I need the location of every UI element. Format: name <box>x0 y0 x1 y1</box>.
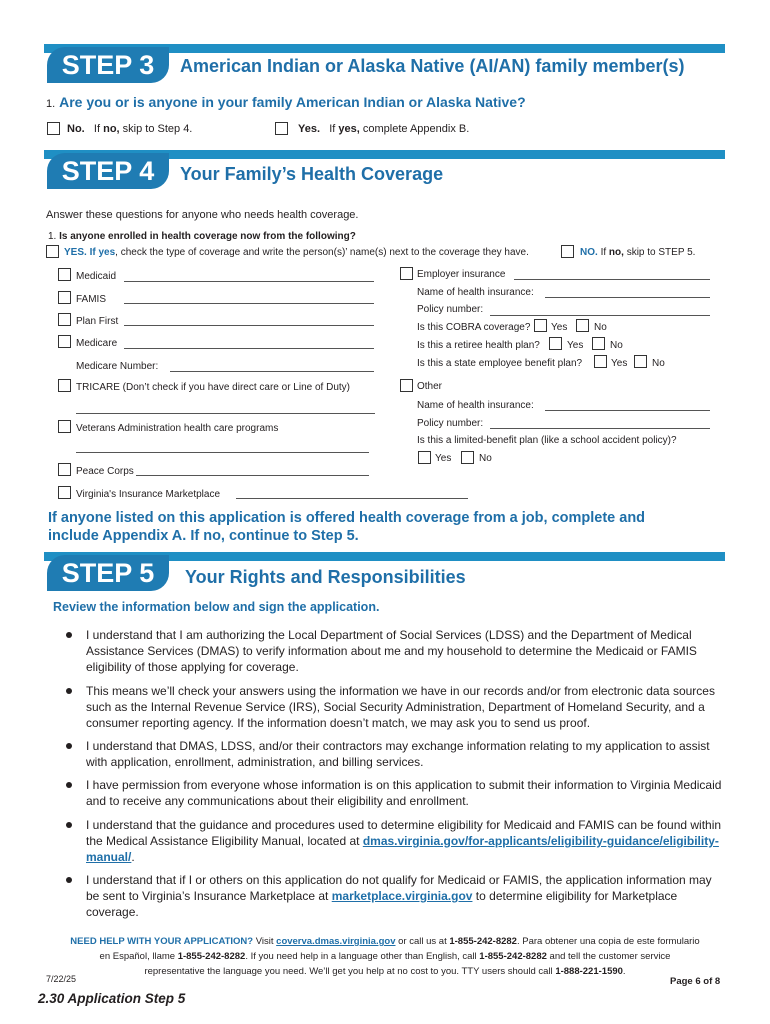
retiree-yes-checkbox[interactable] <box>549 337 562 350</box>
tty-phone-number: 1-888-221-1590 <box>555 966 623 977</box>
other-policy-number-field[interactable] <box>490 428 710 429</box>
bullet-dot <box>66 743 72 749</box>
step3-no-option <box>67 123 192 135</box>
phone-number: 1-855-242-8282 <box>177 951 246 962</box>
help-text: and tell the customer service <box>549 951 671 962</box>
rights-item-2: This means we’ll check your answers using the information we have in our records and/or from electronic data sources such as the Internal Revenue Service (IRS), Social Security Administration, Department of Homeland Security, and a consumer reporting agency. If the information doesn’t match, we may ask you to send us proof. <box>86 684 715 730</box>
rights-item-1: I understand that I am authorizing the Local Department of Social Services (LDSS) and the Department of Medical Assistance Services (DMAS) to verify information about me and my household to determine the Medicaid or FAMIS eligibility of those applying for coverage. <box>86 628 697 674</box>
employer-insurance-field[interactable] <box>514 279 710 280</box>
yes-text: , check the type of coverage and write the person(s)’ name(s) next to the coverage they have. <box>115 247 529 258</box>
other-insurance-label: Other <box>417 381 443 392</box>
retiree-question: Is this a retiree health plan? <box>417 340 540 351</box>
help-text: or call us at <box>398 936 447 947</box>
employer-insurance-label: Employer insurance <box>417 269 506 280</box>
other-policy-number-label: Policy number: <box>417 418 484 429</box>
page-number: Page 6 of 8 <box>670 976 721 987</box>
help-text: Visit <box>255 936 274 947</box>
policy-number-field[interactable] <box>490 315 710 316</box>
help-text: . Para obtener una copia de este formulario <box>516 936 700 947</box>
step4-no-option <box>580 247 695 258</box>
no-text-pre: If <box>600 247 607 258</box>
step3-title: American Indian or Alaska Native (AI/AN) family member(s) <box>180 56 685 76</box>
bullet-dot <box>66 688 72 694</box>
step4-intro: Answer these questions for anyone who needs health coverage. <box>46 209 359 221</box>
question-text: Is anyone enrolled in health coverage now from the following? <box>59 231 356 242</box>
help-text: . If you need help in a language other than English, call <box>245 951 477 962</box>
medicare-name-field[interactable] <box>124 348 374 349</box>
cobra-no-checkbox[interactable] <box>576 319 589 332</box>
limited-benefit-question: Is this a limited-benefit plan (like a school accident policy)? <box>417 435 677 446</box>
no-text-post: skip to STEP 5. <box>626 247 696 258</box>
other-health-insurance-name-label: Name of health insurance: <box>417 400 534 411</box>
limited-no-label: No <box>479 453 492 464</box>
tricare-checkbox[interactable] <box>58 379 71 392</box>
va-name-field[interactable] <box>76 452 369 453</box>
item-6-end: to determine eligibility for Marketplace coverage. <box>86 889 678 919</box>
yes-text-post: complete Appendix B. <box>362 123 470 135</box>
tricare-label: TRICARE (Don’t check if you have direct care or Line of Duty) <box>76 382 350 393</box>
no-text-pre: If <box>93 123 101 135</box>
question-number: 1. <box>48 231 57 242</box>
help-label: NEED HELP WITH YOUR APPLICATION? <box>70 936 254 947</box>
famis-label: FAMIS <box>76 294 107 305</box>
step3-question <box>46 94 526 110</box>
help-line-3 <box>40 964 730 979</box>
step4-yes-option <box>64 247 529 258</box>
step5-badge: STEP 5 <box>47 555 169 591</box>
yes-label: YES. <box>64 247 87 258</box>
notice-line-2: include Appendix A. If no, continue to Step 5. <box>48 528 359 544</box>
va-checkbox[interactable] <box>58 420 71 433</box>
health-insurance-name-field[interactable] <box>545 297 710 298</box>
step3-badge: STEP 3 <box>47 47 169 83</box>
marketplace-link[interactable]: marketplace.virginia.gov <box>331 889 473 903</box>
other-health-insurance-name-field[interactable] <box>545 410 710 411</box>
notice-line-1: If anyone listed on this application is offered health coverage from a job, complete and <box>48 510 646 526</box>
state-employee-no-label: No <box>652 358 665 369</box>
yes-text-bold: yes, <box>338 123 360 135</box>
phone-number: 1-855-242-8282 <box>479 951 547 962</box>
help-text: en Español, llame <box>99 951 176 962</box>
medicaid-checkbox[interactable] <box>58 268 71 281</box>
no-text-bold: no, <box>103 123 120 135</box>
limited-yes-label: Yes <box>435 453 452 464</box>
item-5-end: . <box>131 850 135 864</box>
medicaid-label: Medicaid <box>76 271 117 282</box>
yes-label: Yes. <box>298 123 321 135</box>
yes-text-pre: If <box>329 123 336 135</box>
coverva-link[interactable]: coverva.dmas.virginia.gov <box>276 936 396 947</box>
step5-subtitle: Review the information below and sign the application. <box>53 600 380 614</box>
form-caption: 2.30 Application Step 5 <box>38 991 186 1006</box>
tricare-name-field[interactable] <box>76 413 375 414</box>
medicare-label: Medicare <box>76 338 118 349</box>
famis-checkbox[interactable] <box>58 291 71 304</box>
peace-corps-label: Peace Corps <box>76 466 134 477</box>
medicaid-name-field[interactable] <box>124 281 374 282</box>
no-text-post: skip to Step 4. <box>122 123 193 135</box>
peace-corps-name-field[interactable] <box>136 475 369 476</box>
medicare-checkbox[interactable] <box>58 335 71 348</box>
revision-date: 7/22/25 <box>46 974 77 984</box>
yes-bold: If yes <box>89 247 116 258</box>
peace-corps-checkbox[interactable] <box>58 463 71 476</box>
step4-no-checkbox[interactable] <box>561 245 574 258</box>
policy-number-label: Policy number: <box>417 304 484 315</box>
item-6-text: I understand that if I or others on this application do not qualify for Medicaid or FAMIS, the application information may be sent to Virginia’s Insurance Marketplace at <box>86 873 712 903</box>
medicare-number-label: Medicare Number: <box>76 361 159 372</box>
no-text-bold: no, <box>608 247 624 258</box>
marketplace-name-field[interactable] <box>236 498 468 499</box>
bullet-dot <box>66 877 72 883</box>
cobra-yes-label: Yes <box>551 322 568 333</box>
state-employee-yes-label: Yes <box>611 358 628 369</box>
help-text: representative the language you need. We’ll get you help at no cost to you. TTY users should call <box>144 966 553 977</box>
retiree-no-label: No <box>610 340 623 351</box>
question-number: 1. <box>46 98 56 110</box>
step4-title: Your Family’s Health Coverage <box>180 164 444 184</box>
cobra-yes-checkbox[interactable] <box>534 319 547 332</box>
plan-first-name-field[interactable] <box>124 325 374 326</box>
retiree-yes-label: Yes <box>567 340 584 351</box>
cobra-question: Is this COBRA coverage? <box>417 322 531 333</box>
step4-yes-checkbox[interactable] <box>46 245 59 258</box>
state-employee-yes-checkbox[interactable] <box>594 355 607 368</box>
rights-item-3: I understand that DMAS, LDSS, and/or their contractors may exchange information relating to my application to assist with application, enrollment, administration, and billing services. <box>86 739 710 769</box>
rights-item-6 <box>86 872 726 920</box>
help-text: . <box>622 966 626 977</box>
item-5-text: I understand that the guidance and procedures used to determine eligibility for Medicaid and FAMIS can be found within the Medical Assistance Eligibility Manual, located at <box>86 818 722 848</box>
other-insurance-checkbox[interactable] <box>400 379 413 392</box>
medicare-number-field[interactable] <box>170 371 374 372</box>
question-text: Are you or is anyone in your family American Indian or Alaska Native? <box>59 94 526 110</box>
plan-first-label: Plan First <box>76 316 119 327</box>
rights-item-5 <box>86 817 726 865</box>
rights-item-4: I have permission from everyone whose information is on this application to submit their information to Virginia Medicaid and to receive any communications about their eligibility and enrollment. <box>86 778 722 808</box>
help-notice <box>40 934 730 979</box>
help-line-2 <box>40 949 730 964</box>
health-insurance-name-label: Name of health insurance: <box>417 287 534 298</box>
marketplace-label: Virginia's Insurance Marketplace <box>76 489 221 500</box>
employer-insurance-checkbox[interactable] <box>400 267 413 280</box>
step4-question <box>48 231 356 242</box>
phone-number: 1-855-242-8282 <box>449 936 517 947</box>
eligibility-manual-link[interactable]: dmas.virginia.gov/for-applicants/eligibility-guidance/eligibility-manual/ <box>86 834 719 864</box>
state-employee-no-checkbox[interactable] <box>634 355 647 368</box>
famis-name-field[interactable] <box>124 303 374 304</box>
step3-yes-checkbox[interactable] <box>275 122 288 135</box>
cobra-no-label: No <box>594 322 607 333</box>
no-label: NO. <box>580 247 598 258</box>
retiree-no-checkbox[interactable] <box>592 337 605 350</box>
no-label: No. <box>67 123 85 135</box>
appendix-a-notice <box>48 509 645 545</box>
bullet-dot <box>66 782 72 788</box>
limited-no-checkbox[interactable] <box>461 451 474 464</box>
step5-title: Your Rights and Responsibilities <box>185 567 466 587</box>
step3-yes-option <box>298 123 469 135</box>
limited-yes-checkbox[interactable] <box>418 451 431 464</box>
state-employee-question: Is this a state employee benefit plan? <box>417 358 583 369</box>
bullet-dot <box>66 632 72 638</box>
va-label: Veterans Administration health care programs <box>76 423 279 434</box>
help-line-1 <box>40 934 730 949</box>
step4-badge: STEP 4 <box>47 153 169 189</box>
bullet-dot <box>66 822 72 828</box>
step3-no-checkbox[interactable] <box>47 122 60 135</box>
marketplace-checkbox[interactable] <box>58 486 71 499</box>
plan-first-checkbox[interactable] <box>58 313 71 326</box>
